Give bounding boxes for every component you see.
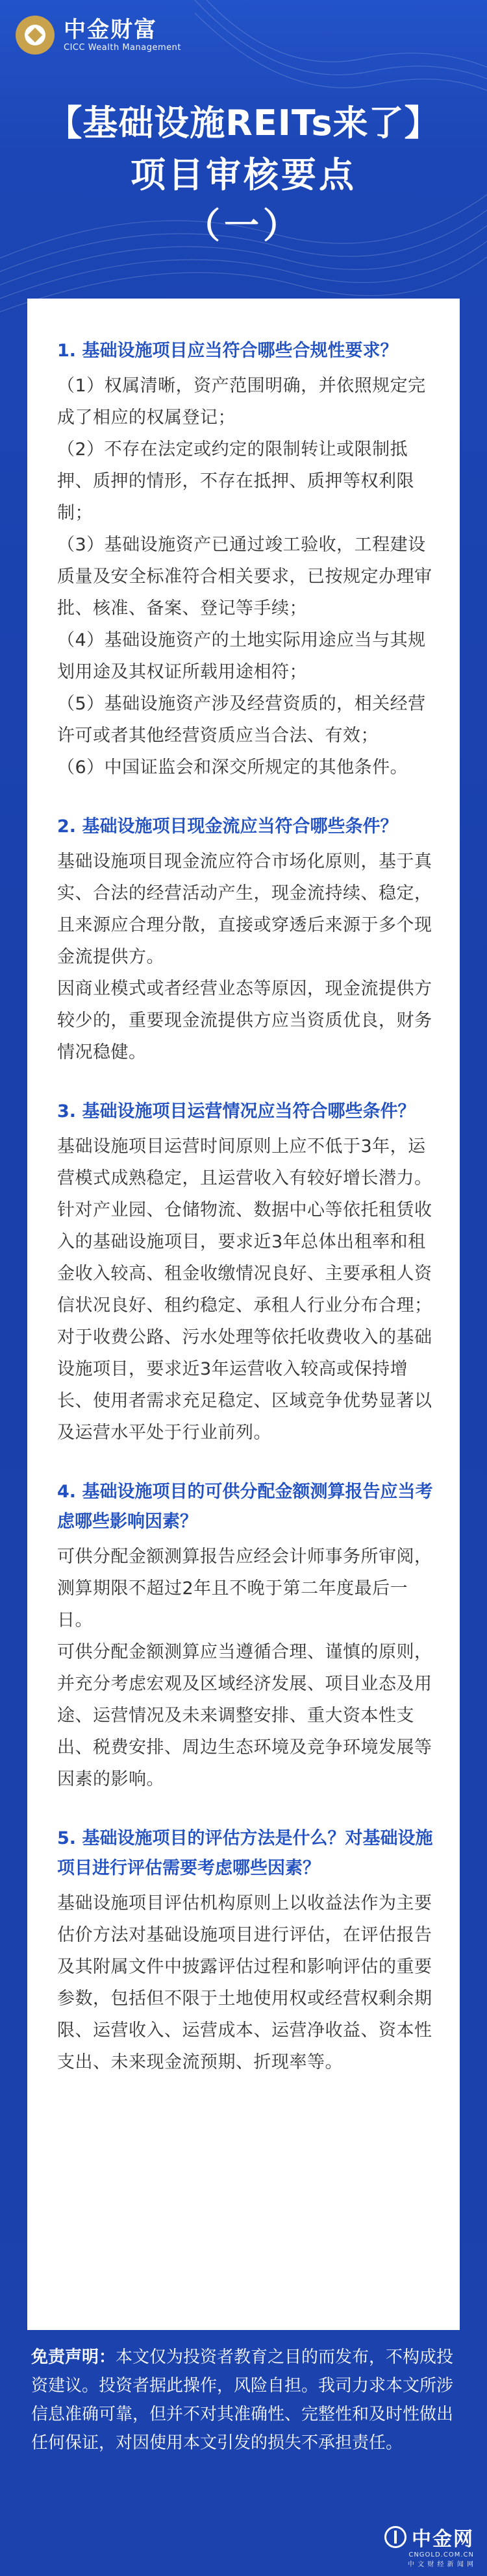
page-title (0, 97, 487, 251)
watermark-site: CNGOLD.COM.CN (408, 2551, 474, 2558)
section-5 (57, 1824, 434, 2078)
section-1 (57, 336, 434, 783)
section-paragraph: 基础设施项目运营时间原则上应不低于3年，运营模式成熟稳定，且运营收入有较好增长潜力。 (57, 1136, 432, 1188)
content-card (27, 299, 460, 2330)
section-paragraph: （5）基础设施资产涉及经营资质的，相关经营许可或者其他经营资质应当合法、有效； (57, 694, 426, 746)
disclaimer-label: 免责声明： (31, 2348, 116, 2367)
section-paragraph: 可供分配金额测算报告应经会计师事务所审阅，测算期限不超过2年且不晚于第二年度最后一日。 (57, 1547, 432, 1630)
section-paragraph: （4）基础设施资产的土地实际用途应当与其规划用途及其权证所载用途相符； (57, 630, 426, 682)
brand-name-en: CICC Wealth Management (64, 43, 181, 53)
section-2 (57, 812, 434, 1068)
title-line-1: 【基础设施REITs来了】 (47, 103, 440, 143)
watermark-name: 中金网 (412, 2528, 474, 2551)
section-question: 1. 基础设施项目应当符合哪些合规性要求？ (57, 341, 398, 361)
cicc-logo-icon (16, 16, 55, 55)
section-question: 2. 基础设施项目现金流应当符合哪些条件？ (57, 816, 398, 837)
brand-text (64, 17, 181, 53)
section-paragraph: 因商业模式或者经营业态等原因，现金流提供方较少的，重要现金流提供方应当资质优良，财务情况稳健。 (57, 979, 432, 1062)
brand-logo (16, 16, 181, 55)
section-paragraph: 基础设施项目评估机构原则上以收益法作为主要估价方法对基础设施项目进行评估，在评估报告及其附属文件中披露评估过程和影响评估的重要参数，包括但不限于土地使用权或经营权剩余期限、运营收入、运营成本、运营净收益、资本性支出、未来现金流预期、折现率等。 (57, 1893, 432, 2072)
cngold-logo-icon (384, 2526, 406, 2548)
title-line-2: 项目审核要点 (131, 154, 356, 195)
cngold-watermark (384, 2523, 474, 2568)
section-paragraph: （6）中国证监会和深交所规定的其他条件。 (57, 757, 408, 778)
watermark-slogan: 中 文 财 经 新 闻 网 (407, 2561, 474, 2568)
section-3 (57, 1097, 434, 1449)
title-line-3: （一） (185, 205, 302, 246)
section-question: 5. 基础设施项目的评估方法是什么？对基础设施项目进行评估需要考虑哪些因素？ (57, 1828, 433, 1878)
section-4 (57, 1477, 434, 1795)
disclaimer (27, 2343, 460, 2457)
watermark-row (384, 2523, 474, 2551)
section-question: 3. 基础设施项目运营情况应当符合哪些条件？ (57, 1101, 416, 1122)
section-paragraph: 基础设施项目现金流应符合市场化原则，基于真实、合法的经营活动产生，现金流持续、稳定，且来源应合理分散，直接或穿透后来源于多个现金流提供方。 (57, 852, 432, 967)
disclaimer-text: 本文仅为投资者教育之目的而发布，不构成投资建议。投资者据此操作，风险自担。我司力求本文所涉信息准确可靠，但并不对其准确性、完整性和及时性做出任何保证，对因使用本文引发的损失不承担责任。 (31, 2348, 454, 2453)
brand-name-cn: 中金财富 (64, 17, 157, 43)
section-paragraph: 可供分配金额测算应当遵循合理、谨慎的原则，并充分考虑宏观及区域经济发展、项目业态及用途、运营情况及未来调整安排、重大资本性支出、税费安排、周边生态环境及竞争环境发展等因素的影响。 (57, 1642, 432, 1789)
section-question: 4. 基础设施项目的可供分配金额测算报告应当考虑哪些影响因素？ (57, 1482, 433, 1532)
section-paragraph: （3）基础设施资产已通过竣工验收，工程建设质量及安全标准符合相关要求，已按规定办理审批、核准、备案、登记等手续； (57, 535, 432, 619)
section-paragraph: （2）不存在法定或约定的限制转让或限制抵押、质押的情形，不存在抵押、质押等权利限制； (57, 439, 414, 523)
section-paragraph: 针对产业园、仓储物流、数据中心等依托租赁收入的基础设施项目，要求近3年总体出租率和租金收入较高、租金收缴情况良好、主要承租人资信状况良好、租约稳定、承租人行业分布合理； (57, 1200, 432, 1316)
section-paragraph: （1）权属清晰，资产范围明确，并依照规定完成了相应的权属登记； (57, 376, 426, 428)
section-paragraph: 对于收费公路、污水处理等依托收费收入的基础设施项目，要求近3年运营收入较高或保持增长、使用者需求充足稳定、区域竞争优势显著以及运营水平处于行业前列。 (57, 1327, 432, 1443)
